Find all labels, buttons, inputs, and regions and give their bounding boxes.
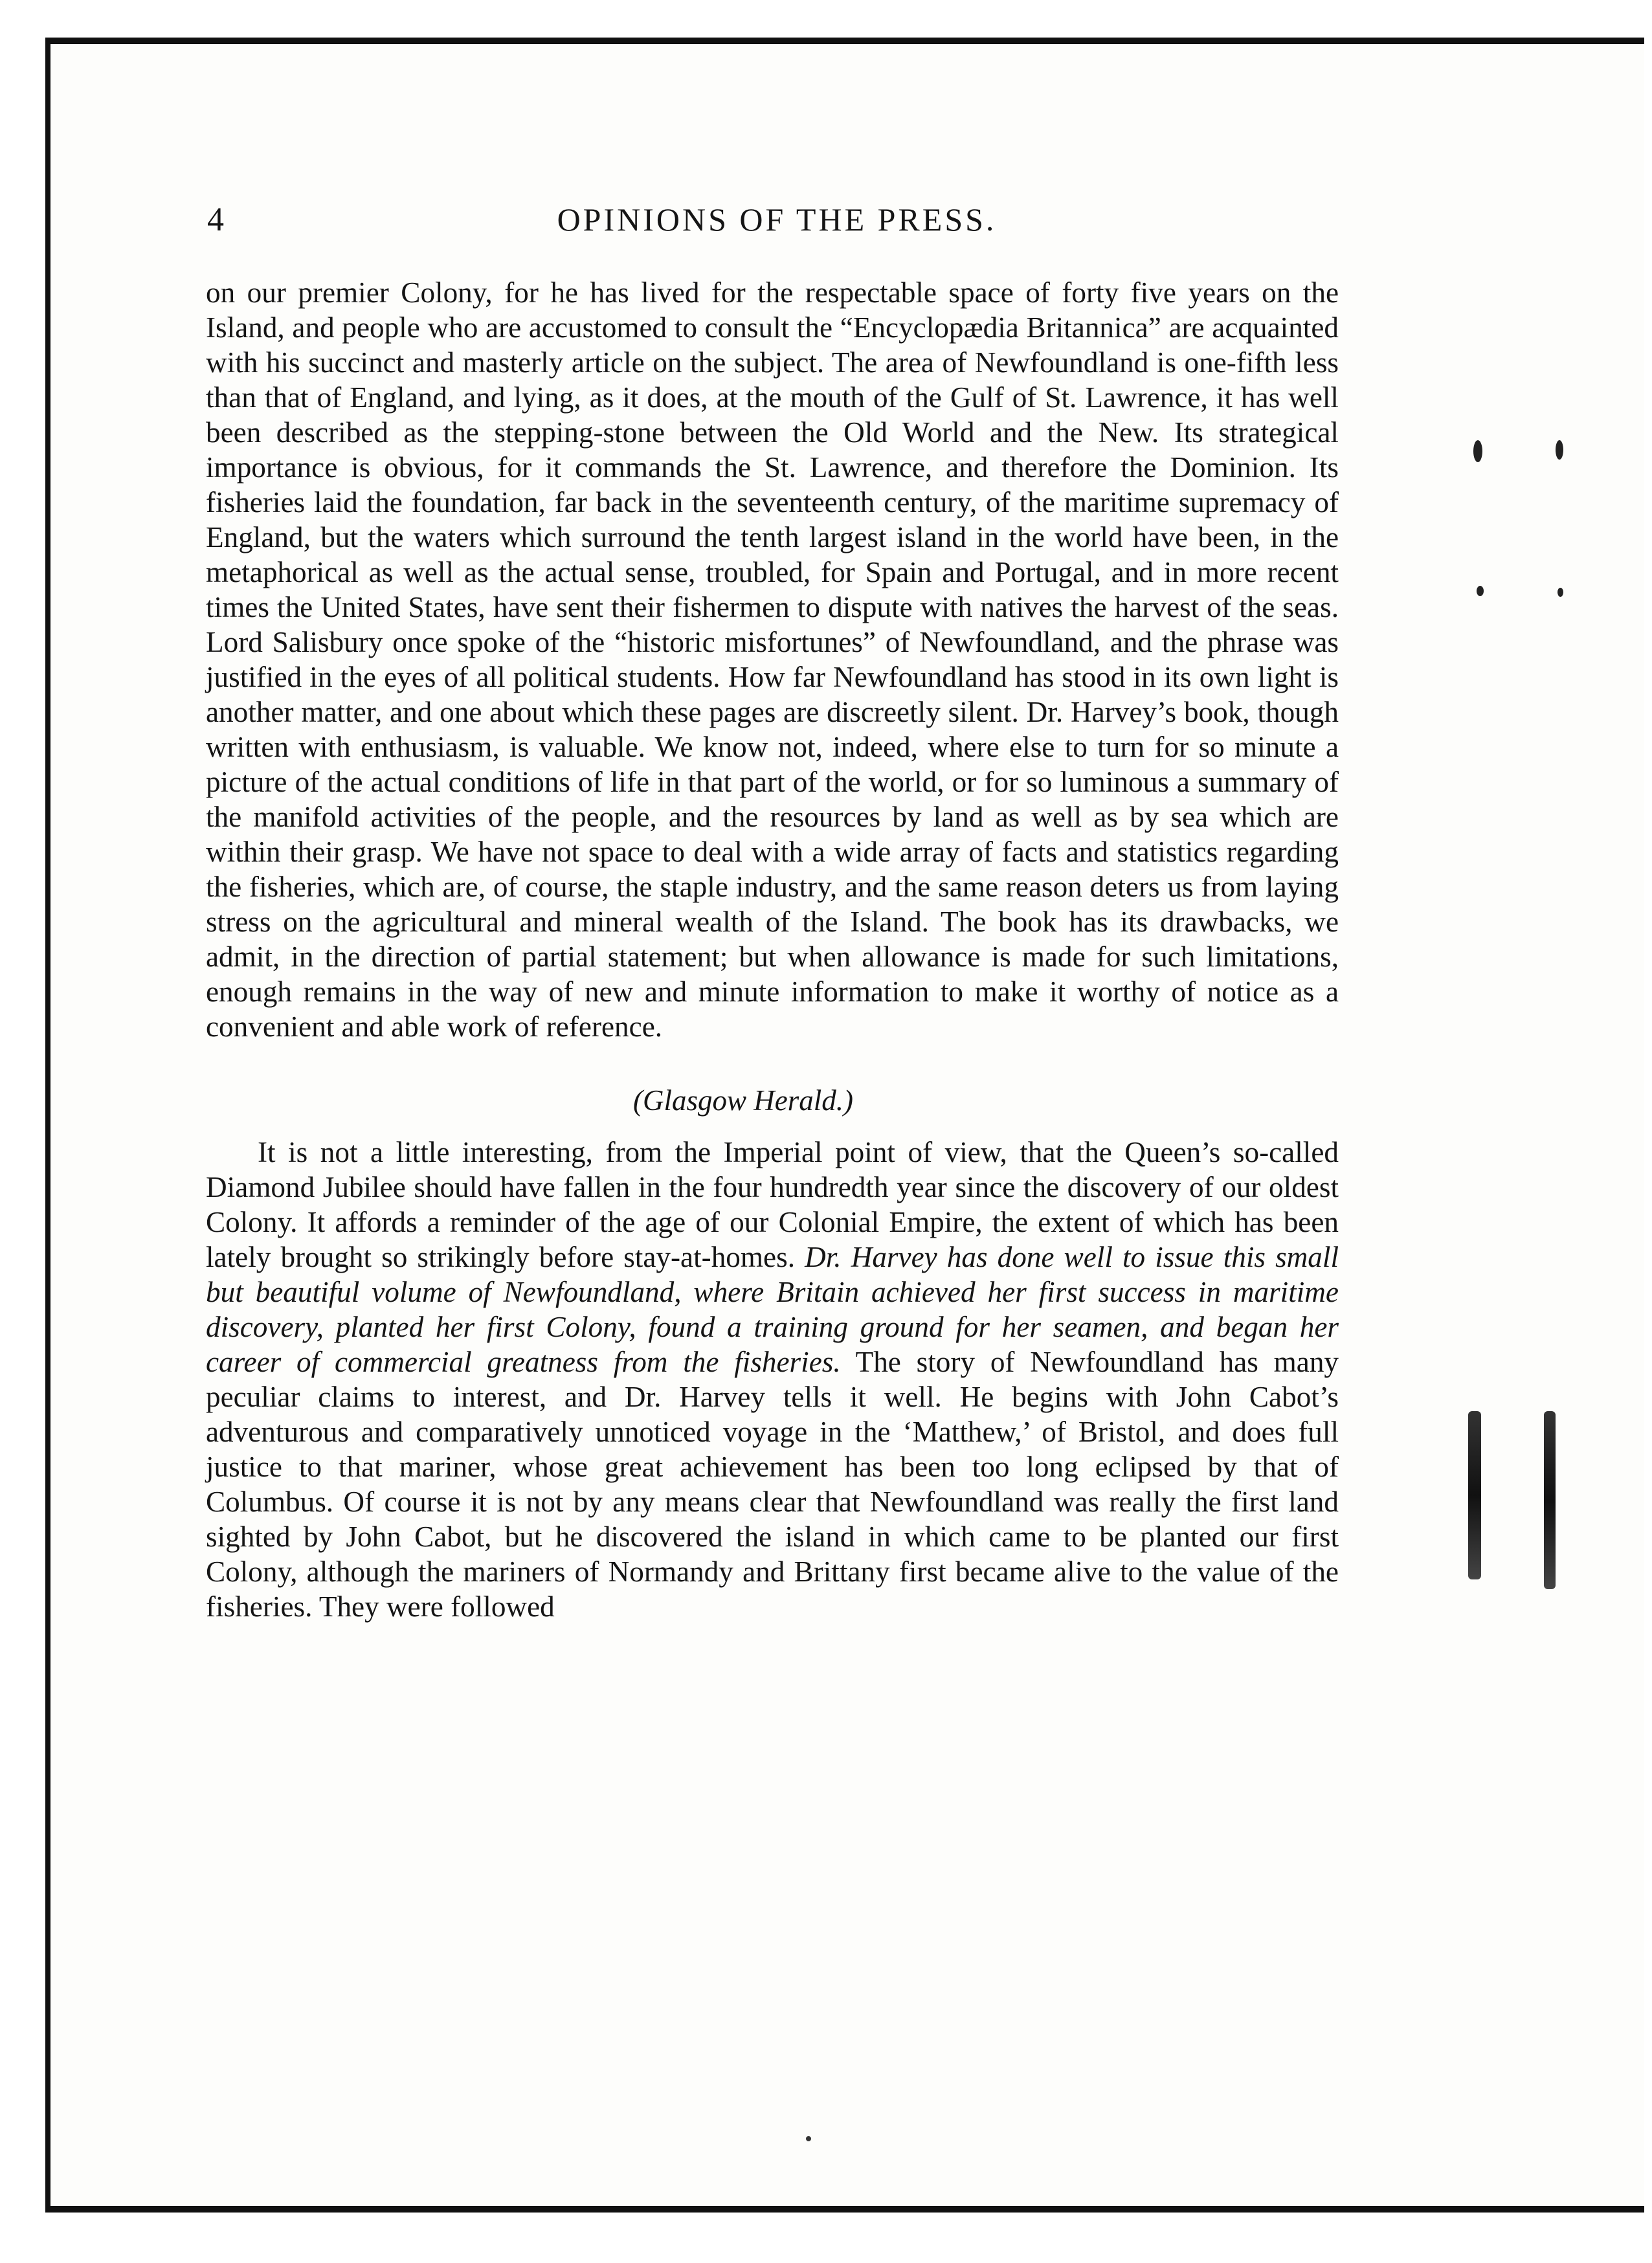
scan-mark [1556, 440, 1563, 460]
scan-mark [1557, 588, 1563, 597]
review-paragraph-1: on our premier Colony, for he has lived for the respectable space of forty five years on the Island, and people who are accustomed to consult the “Encyclopædia Britannica” are acquainted with his succinct and masterly article on the subject. The area of Newfoundland is one-fifth less than that of England, and lying, as it does, at the mouth of the Gulf of St. Lawrence, it has well been described as the stepping-stone between the Old World and the New. Its strategical importance is obvious, for it commands the St. Lawrence, and therefore the Dominion. Its fisheries laid the foundation, far back in the seventeenth century, of the maritime supremacy of England, but the waters which surround the tenth largest island in the world have been, in the metaphorical as well as the actual sense, troubled, for Spain and Portugal, and in more recent times the United States, have sent their fishermen to dispute with natives the harvest of the seas. Lord Salisbury once spoke of the “historic misfortunes” of Newfoundland, and the phrase was justified in the eyes of all political students. How far Newfoundland has stood in its own light is another matter, and one about which these pages are discreetly silent. Dr. Harvey’s book, though written with enthusiasm, is valuable. We know not, indeed, where else to turn for so minute a picture of the actual conditions of life in that part of the world, or for so luminous a summary of the manifold activities of the people, and the resources by land as well as by sea which are within their grasp. We have not space to deal with a wide array of facts and statistics regarding the fisheries, which are, of course, the staple industry, and the same reason deters us from laying stress on the agricultural and mineral wealth of the Island. The book has its drawbacks, we admit, in the direction of partial statement; but when allowance is made for such limitations, enough remains in the way of new and minute information to make it worthy of notice as a convenient and able work of reference. [206, 276, 1339, 1043]
scan-mark [806, 2136, 811, 2141]
page-header [207, 201, 1346, 246]
review-paragraph-2 [206, 1135, 1339, 1624]
source-attribution: (Glasgow Herald.) [633, 1084, 853, 1117]
article-body [206, 275, 1339, 1624]
scan-mark [1468, 1411, 1481, 1579]
scan-mark [1473, 440, 1482, 462]
page-number: 4 [207, 201, 224, 238]
paragraph-2-opening: It is not a little interesting, from the Imperial point of view, that the Queen’s so-called Diamond Jubilee should have fallen in the four hundredth year since the discovery of our oldest Colony. It affords a reminder of the age of our Colonial Empire, the extent of which has been lately brought so strikingly before stay-at-homes. [206, 1136, 1339, 1273]
paragraph-2-continuation: The story of Newfoundland has many peculiar claims to interest, and Dr. Harvey tells it well. He begins with John Cabot’s adventurous and comparatively unnoticed voyage in the ‘Matthew,’ of Bristol, and does full justice to that mariner, whose great achievement has been too long eclipsed by that of Columbus. Of course it is not by any means clear that Newfoundland was really the first land sighted by John Cabot, but he discovered the island in which came to be planted our first Colony, although the mariners of Normandy and Brittany first became alive to the value of the fisheries. They were followed [206, 1346, 1339, 1623]
scan-mark [1544, 1411, 1556, 1589]
scan-mark [1477, 586, 1484, 596]
paragraph-2-italic-quote: Dr. Harvey has done well to issue this small but beautiful volume of Newfoundland, where Britain achieved her first success in maritime discovery, planted her first Colony, found a training ground for her seamen, and began her career of commercial greatness from the fisheries. [206, 1241, 1339, 1378]
running-head: OPINIONS OF THE PRESS. [557, 201, 997, 238]
